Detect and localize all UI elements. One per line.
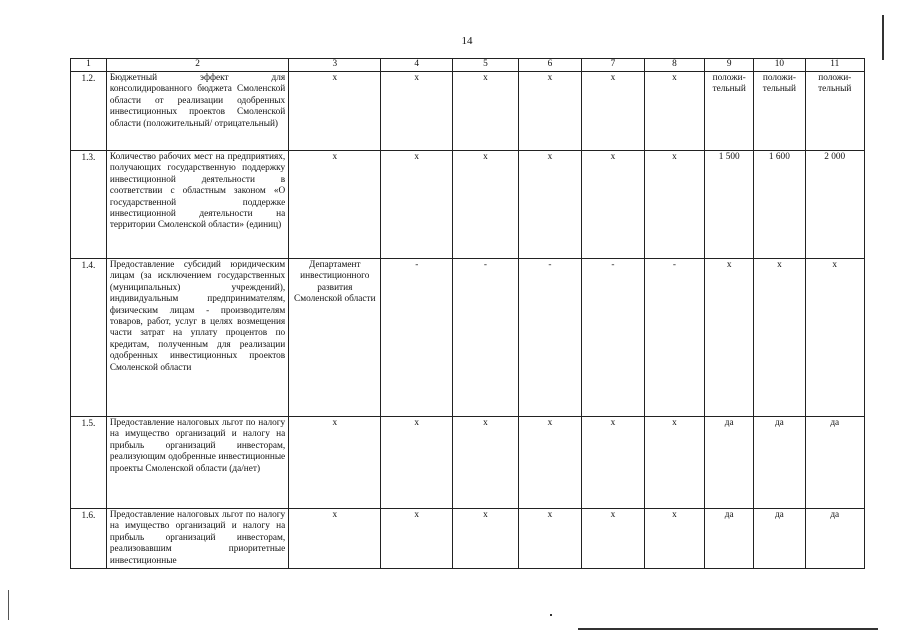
table-cell: х [381,151,453,259]
table-cell: х [518,509,582,569]
header-cell: 9 [705,59,754,72]
row-number: 1.6. [71,509,107,569]
table-cell: 1 600 [754,151,805,259]
table-cell: х [289,72,381,151]
table-cell: да [705,417,754,509]
table-cell: 2 000 [805,151,865,259]
table-cell: х [582,151,644,259]
row-number: 1.3. [71,151,107,259]
row-description: Количество рабочих мест на предприятиях, получающих государственную поддержку инвестиционной деятельности в соответствии с областным законом «О государственной поддержке инвестиционной деятельности на территории Смоленской области» (единиц) [106,151,288,259]
table-cell: х [582,509,644,569]
table-cell: - [644,259,704,417]
table-cell: х [644,509,704,569]
table-cell: х [453,151,519,259]
header-cell: 1 [71,59,107,72]
header-cell: 3 [289,59,381,72]
header-cell: 2 [106,59,288,72]
scan-dot [550,614,552,616]
row-number: 1.5. [71,417,107,509]
table-cell: х [453,72,519,151]
page-number: 14 [461,35,473,47]
header-cell: 8 [644,59,704,72]
header-cell: 7 [582,59,644,72]
table-cell: х [754,259,805,417]
table-cell: да [754,417,805,509]
row-description: Предоставление налоговых льгот по налогу на имущество организаций и налогу на прибыль организаций инвесторам, реализовавшим приоритетные инвестиционные [106,509,288,569]
row-number: 1.2. [71,72,107,151]
table-cell: х [582,72,644,151]
indicators-table [70,58,865,569]
table-row [71,259,865,417]
table-cell: - [518,259,582,417]
row-description: Бюджетный эффект для консолидированного бюджета Смоленской области от реализации одобренных инвестиционных проектов Смоленской области (положительный/ отрицательный) [106,72,288,151]
table-cell: х [518,151,582,259]
table-cell: х [644,72,704,151]
table-cell: да [805,509,865,569]
table-cell: х [705,259,754,417]
table-row [71,151,865,259]
table-cell: х [518,72,582,151]
table-cell: - [381,259,453,417]
table-cell: х [381,72,453,151]
indicators-table-wrap [70,58,865,569]
table-cell: х [518,417,582,509]
table-cell: - [453,259,519,417]
table-cell: 1 500 [705,151,754,259]
table-row [71,417,865,509]
row-number: 1.4. [71,259,107,417]
table-cell: - [582,259,644,417]
header-row [71,59,865,72]
row-description: Предоставление налоговых льгот по налогу на имущество организаций и налогу на прибыль организаций инвесторам, реализующим одобренные инвестиционные проекты Смоленской области (да/нет) [106,417,288,509]
scan-edge-mark [8,590,9,620]
table-cell: х [381,417,453,509]
table-cell: х [644,151,704,259]
scan-bottom-line [578,628,878,630]
table-cell: х [644,417,704,509]
table-row [71,72,865,151]
header-cell: 11 [805,59,865,72]
table-cell: положи-тельный [805,72,865,151]
table-cell: да [805,417,865,509]
table-cell: положи-тельный [754,72,805,151]
scan-edge-mark [882,15,884,60]
table-cell: х [289,417,381,509]
table-cell: да [705,509,754,569]
table-row [71,509,865,569]
header-cell: 6 [518,59,582,72]
header-cell: 4 [381,59,453,72]
table-cell: х [805,259,865,417]
row-description: Предоставление субсидий юридическим лицам (за исключением государственных (муниципальных) учреждений), индивидуальным предпринимателям, физическим лицам - производителям товаров, работ, услуг в целях возмещения части затрат на уплату процентов по кредитам, полученным для реализации одобренных инвестиционных проектов Смоленской области [106,259,288,417]
table-cell: х [289,509,381,569]
table-cell: х [381,509,453,569]
table-cell: да [754,509,805,569]
header-cell: 5 [453,59,519,72]
header-cell: 10 [754,59,805,72]
table-cell: х [453,509,519,569]
table-cell: х [453,417,519,509]
table-cell: х [582,417,644,509]
table-cell: Департамент инвестиционного развития Смоленской области [289,259,381,417]
table-cell: положи-тельный [705,72,754,151]
table-cell: х [289,151,381,259]
